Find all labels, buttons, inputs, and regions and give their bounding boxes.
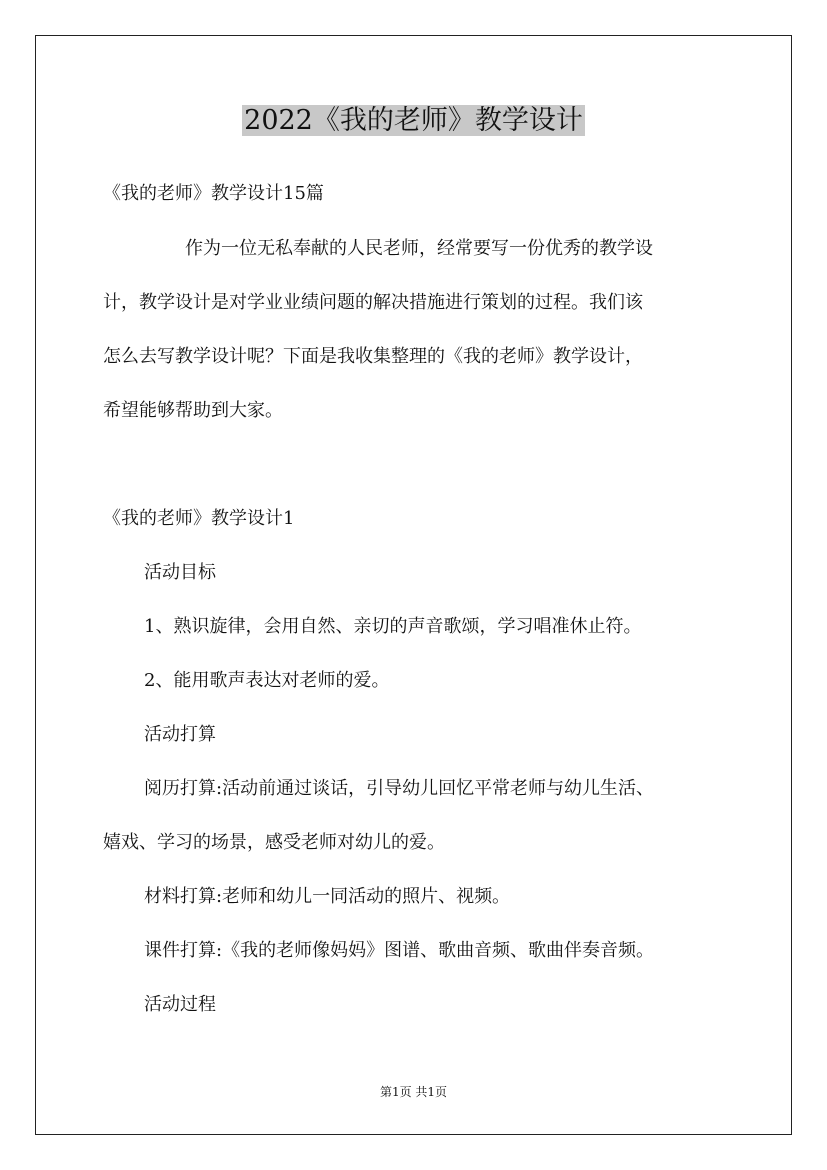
body-heading-activity-goals: 活动目标 <box>144 562 216 583</box>
section-heading: 《我的老师》教学设计1 <box>103 508 295 529</box>
body-heading-activity-prep: 活动打算 <box>144 724 216 745</box>
page-footer: 第1页 共1页 <box>379 1085 448 1099</box>
body-line: 嬉戏、学习的场景，感受老师对幼儿的爱。 <box>103 832 445 853</box>
document-title <box>0 101 827 141</box>
document-title-text: 2022《我的老师》教学设计 <box>244 105 583 136</box>
body-line: 2、能用歌声表达对老师的爱。 <box>144 670 390 691</box>
document-subtitle: 《我的老师》教学设计15篇 <box>103 183 324 204</box>
body-line: 材料打算:老师和幼儿一同活动的照片、视频。 <box>144 886 511 907</box>
body-line: 课件打算:《我的老师像妈妈》图谱、歌曲音频、歌曲伴奏音频。 <box>144 940 655 961</box>
body-line: 1、熟识旋律，会用自然、亲切的声音歌颂，学习唱准休止符。 <box>144 616 642 637</box>
intro-line: 作为一位无私奉献的人民老师，经常要写一份优秀的教学设 <box>185 238 653 259</box>
intro-line: 希望能够帮助到大家。 <box>103 400 283 421</box>
body-heading-activity-process: 活动过程 <box>144 994 216 1015</box>
intro-line: 怎么去写教学设计呢？下面是我收集整理的《我的老师》教学设计， <box>103 346 643 367</box>
body-line: 阅历打算:活动前通过谈话，引导幼儿回忆平常老师与幼儿生活、 <box>144 778 655 799</box>
intro-line: 计，教学设计是对学业业绩问题的解决措施进行策划的过程。我们该 <box>103 292 643 313</box>
